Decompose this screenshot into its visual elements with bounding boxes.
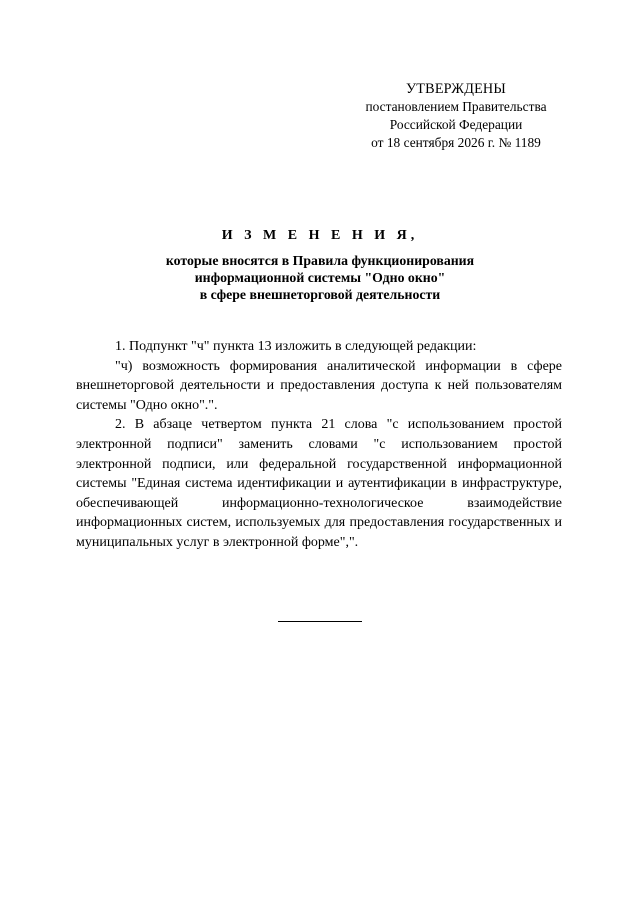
document-heading: [90, 227, 550, 303]
approval-line-2: Российской Федерации: [389, 117, 523, 132]
heading-subtitle-line-2: информационной системы "Одно окно": [194, 270, 446, 285]
approval-title: УТВЕРЖДЕНЫ: [406, 81, 506, 97]
heading-title: И З М Е Н Е Н И Я,: [221, 228, 419, 243]
end-divider: [278, 621, 362, 622]
approval-line-1: постановлением Правительства: [365, 99, 547, 114]
paragraph-2: "ч) возможность формирования аналитической информации в сфере внешнеторговой деятельности и предоставления доступа к ней пользователям системы "Одно окно".".: [76, 358, 562, 413]
heading-subtitle-line-3: в сфере внешнеторговой деятельности: [199, 287, 441, 302]
approval-line-3: от 18 сентября 2026 г. № 1189: [371, 135, 541, 150]
heading-subtitle-line-1: которые вносятся в Правила функционирования: [165, 253, 475, 268]
approval-stamp: [340, 80, 572, 152]
paragraph-1: 1. Подпункт "ч" пункта 13 изложить в следующей редакции:: [115, 339, 477, 354]
document-body: [76, 337, 562, 553]
paragraph-3: 2. В абзаце четвертом пункта 21 слова "с использованием простой электронной подписи" заменить словами "с использованием простой электронной подписи, или федеральной государственной информационной системы "Единая система идентификации и аутентификации в инфраструктуре, обеспечивающей информационно-технологическое взаимодействие информационных систем, используемых для предоставления государственных и муниципальных услуг в электронной форме",".: [76, 417, 562, 550]
